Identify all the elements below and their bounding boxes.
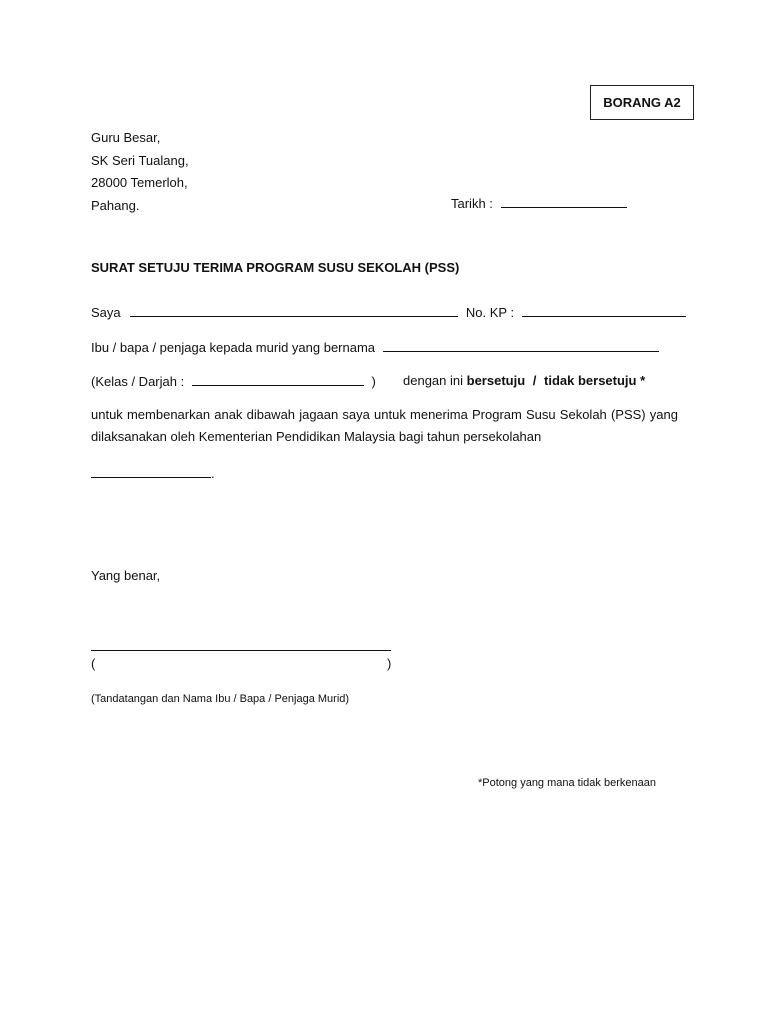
address-line-2: SK Seri Tualang, (91, 152, 189, 168)
year-end: . (211, 466, 215, 481)
class-field[interactable] (192, 373, 364, 386)
document-title: SURAT SETUJU TERIMA PROGRAM SUSU SEKOLAH (PSS) (91, 260, 460, 275)
sig-close-paren: ) (387, 656, 392, 671)
student-name-field[interactable] (383, 339, 659, 352)
class-row (91, 373, 376, 389)
sig-open-paren: ( (91, 656, 96, 671)
consent-star: * (640, 373, 646, 388)
saya-label: Saya (91, 305, 121, 320)
consent-paragraph: untuk membenarkan anak dibawah jagaan saya untuk menerima Program Susu Sekolah (PSS) yang dilaksanakan oleh Kementerian Pendidikan Malaysia bagi tahun persekolahan (91, 407, 678, 444)
nokp-label: No. KP : (465, 305, 515, 320)
date-row (451, 195, 627, 211)
consent-disagree[interactable]: tidak bersetuju (544, 373, 637, 388)
parent-name-field[interactable] (130, 304, 458, 317)
closing-text: Yang benar, (91, 568, 161, 583)
address-line-3: 28000 Temerloh, (91, 175, 188, 190)
signature-line[interactable] (91, 650, 391, 651)
consent-separator: / (532, 373, 537, 388)
year-row (91, 465, 215, 481)
consent-prefix: dengan ini (403, 373, 463, 388)
name-row (91, 304, 686, 320)
date-field[interactable] (501, 195, 627, 208)
student-row (91, 339, 659, 355)
class-close: ) (371, 374, 376, 389)
footnote: *Potong yang mana tidak berkenaan (478, 777, 656, 789)
consent-row (403, 373, 645, 388)
address-line-4: Pahang. (91, 197, 140, 213)
date-label: Tarikh : (451, 196, 493, 211)
nokp-field[interactable] (522, 304, 686, 317)
form-code-box: BORANG A2 (590, 85, 694, 120)
recipient-address (91, 127, 189, 217)
year-field[interactable] (91, 465, 211, 478)
consent-agree[interactable]: bersetuju (466, 373, 526, 388)
signature-caption: (Tandatangan dan Nama Ibu / Bapa / Penjaga Murid) (91, 693, 350, 705)
class-label: (Kelas / Darjah : (91, 374, 185, 389)
parent-of-label: Ibu / bapa / penjaga kepada murid yang bernama (91, 340, 376, 355)
address-line-1: Guru Besar, (91, 130, 161, 145)
